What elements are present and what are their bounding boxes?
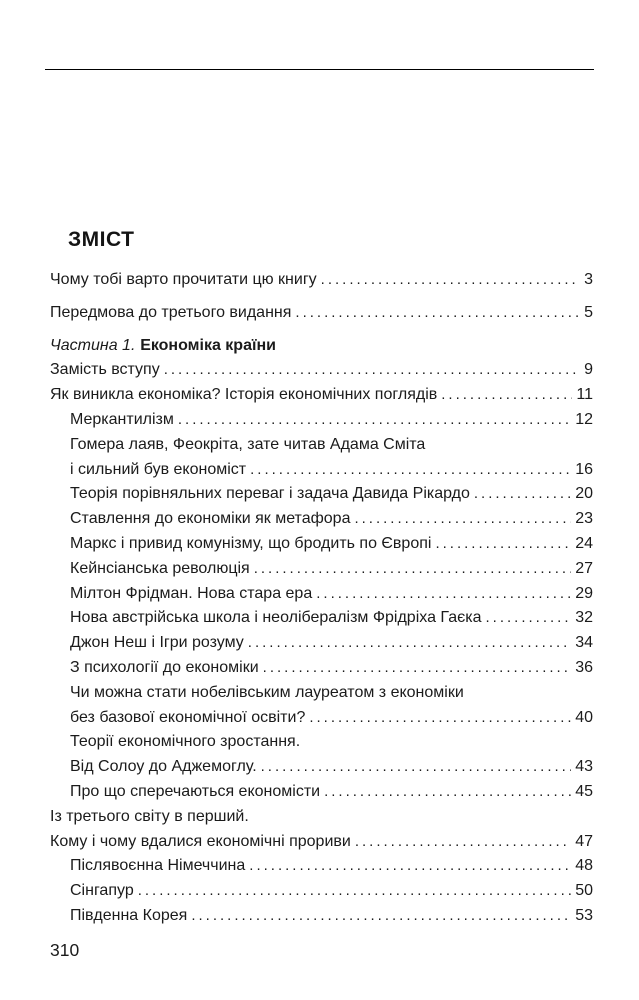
toc-entry: [50, 383, 593, 408]
dot-leader: [250, 458, 571, 483]
toc-entry-title: Кому і чому вдалися економічні прориви: [50, 832, 351, 850]
toc-entry-row: [50, 268, 593, 293]
dot-leader: [254, 557, 572, 582]
top-rule: [45, 69, 594, 70]
toc-entry-title: Замість вступу: [50, 361, 160, 379]
dot-leader: [248, 631, 571, 656]
section-title-label: Економіка країни: [140, 336, 276, 354]
toc-entry-row: [70, 854, 593, 879]
toc-entry-row: [50, 830, 593, 855]
dot-leader: [324, 780, 571, 805]
toc-entry: [50, 656, 593, 681]
section-number-label: Частина 1.: [50, 336, 136, 354]
toc-entry-title: Маркс і привид комунізму, що бродить по Європі: [70, 534, 432, 552]
toc-entry: [50, 557, 593, 582]
toc-entry-title: Нова австрійська школа і неолібералізм Фрідріха Гаєка: [70, 609, 482, 627]
toc-page-number: 20: [575, 485, 593, 503]
toc-entry: [50, 358, 593, 383]
toc-page-number: 43: [575, 758, 593, 776]
toc-entry: [50, 433, 593, 483]
dot-leader: [355, 830, 571, 855]
toc-entry: [50, 582, 593, 607]
footer-page-number: 310: [50, 940, 80, 960]
toc-entry-row: [70, 656, 593, 681]
dot-leader: [309, 706, 571, 731]
toc-entry-title: Теорії економічного зростання.: [70, 733, 301, 751]
toc-entry-row: [50, 301, 593, 326]
toc-entry-title: Джон Неш і Ігри розуму: [70, 634, 244, 652]
toc-section-heading: [50, 334, 593, 359]
toc-entry-title: і сильний був економіст: [70, 460, 247, 478]
toc-entry-row: [70, 557, 593, 582]
toc-entry: [50, 805, 593, 855]
dot-leader: [321, 268, 580, 293]
toc-entry-title: без базової економічної освіти?: [70, 708, 306, 726]
dot-leader: [261, 755, 572, 780]
toc-page-number: 53: [575, 906, 593, 924]
toc-entry-row: [50, 383, 593, 408]
toc-page-number: 32: [575, 609, 593, 627]
toc-entry-row: [70, 780, 593, 805]
toc-entry-title: Ставлення до економіки як метафора: [70, 510, 351, 528]
toc-entry: [50, 904, 593, 929]
toc-entry-row: [70, 458, 593, 483]
dot-leader: [295, 301, 580, 326]
toc-entry-title: Південна Корея: [70, 906, 188, 924]
toc-entry: [50, 681, 593, 731]
toc-entry-row: [50, 358, 593, 383]
dot-leader: [354, 507, 571, 532]
toc-entry: [50, 730, 593, 780]
toc-entry-row: [70, 408, 593, 433]
toc-entry-row: [70, 482, 593, 507]
toc-entry-title: Гомера лаяв, Феокріта, зате читав Адама Сміта: [70, 435, 426, 453]
toc-page-number: 24: [575, 534, 593, 552]
toc-entry-title: Із третього світу в перший.: [50, 807, 249, 825]
toc-entry-row: [70, 904, 593, 929]
toc-list: [50, 268, 593, 929]
dot-leader: [178, 408, 571, 433]
toc-entry-row: [70, 631, 593, 656]
toc-entry-title: Від Солоу до Аджемоглу.: [70, 758, 257, 776]
toc-entry-title: Про що сперечаються економісти: [70, 782, 321, 800]
toc-page-number: 3: [584, 271, 593, 288]
toc-entry: [50, 780, 593, 805]
toc-page-number: 45: [575, 782, 593, 800]
toc-page-number: 50: [575, 882, 593, 900]
dot-leader: [263, 656, 572, 681]
toc-page-number: 34: [575, 634, 593, 652]
toc-page-number: 29: [575, 584, 593, 602]
toc-entry-title: Кейнсіанська революція: [70, 559, 250, 577]
dot-leader: [316, 582, 571, 607]
toc-page-number: 47: [575, 832, 593, 850]
toc-entry-title: Теорія порівняльних переваг і задача Давида Рікардо: [70, 485, 470, 503]
toc-entry: [50, 408, 593, 433]
toc-entry-row: [70, 507, 593, 532]
toc-entry-row: [70, 706, 593, 731]
toc-page-number: 36: [575, 658, 593, 676]
toc-page-number: 9: [584, 361, 593, 379]
toc-heading: ЗМІСТ: [68, 228, 135, 251]
toc-entry: [50, 606, 593, 631]
toc-entry-title: Післявоєнна Німеччина: [70, 857, 246, 875]
toc-entry: [50, 532, 593, 557]
toc-entry: [50, 631, 593, 656]
toc-page-number: 12: [575, 410, 593, 428]
toc-page-number: 5: [584, 303, 593, 321]
dot-leader: [249, 854, 571, 879]
dot-leader: [474, 482, 571, 507]
toc-entry-row: [70, 755, 593, 780]
toc-entry-title: Передмова до третього видання: [50, 303, 292, 321]
toc-entry-row: [70, 532, 593, 557]
toc-entry-title: З психології до економіки: [70, 658, 259, 676]
toc-entry-title: Чи можна стати нобелівським лауреатом з економіки: [70, 683, 464, 701]
toc-entry: [50, 854, 593, 879]
toc-entry-title: Сінгапур: [70, 882, 134, 900]
toc-page-number: 16: [575, 460, 593, 478]
toc-entry-title: Чому тобі варто прочитати цю книгу: [50, 271, 317, 288]
toc-entry-row: [70, 582, 593, 607]
toc-page-number: 11: [576, 386, 593, 404]
toc-entry: [50, 482, 593, 507]
dot-leader: [191, 904, 571, 929]
dot-leader: [435, 532, 571, 557]
toc-entry: [50, 507, 593, 532]
dot-leader: [441, 383, 572, 408]
toc-entry: [50, 301, 593, 326]
toc-entry-row: [70, 606, 593, 631]
toc-entry-title: Як виникла економіка? Історія економічних поглядів: [50, 386, 438, 404]
toc-page-number: 23: [575, 510, 593, 528]
toc-entry-row: [70, 879, 593, 904]
dot-leader: [138, 879, 571, 904]
toc-entry-title: Мілтон Фрідман. Нова стара ера: [70, 584, 313, 602]
toc-entry: [50, 879, 593, 904]
toc-page-number: 27: [575, 559, 593, 577]
toc-page-number: 48: [575, 857, 593, 875]
dot-leader: [486, 606, 572, 631]
dot-leader: [164, 358, 580, 383]
toc-page-number: 40: [575, 708, 593, 726]
toc-entry: [50, 268, 593, 293]
toc-entry-title: Меркантилізм: [70, 410, 174, 428]
